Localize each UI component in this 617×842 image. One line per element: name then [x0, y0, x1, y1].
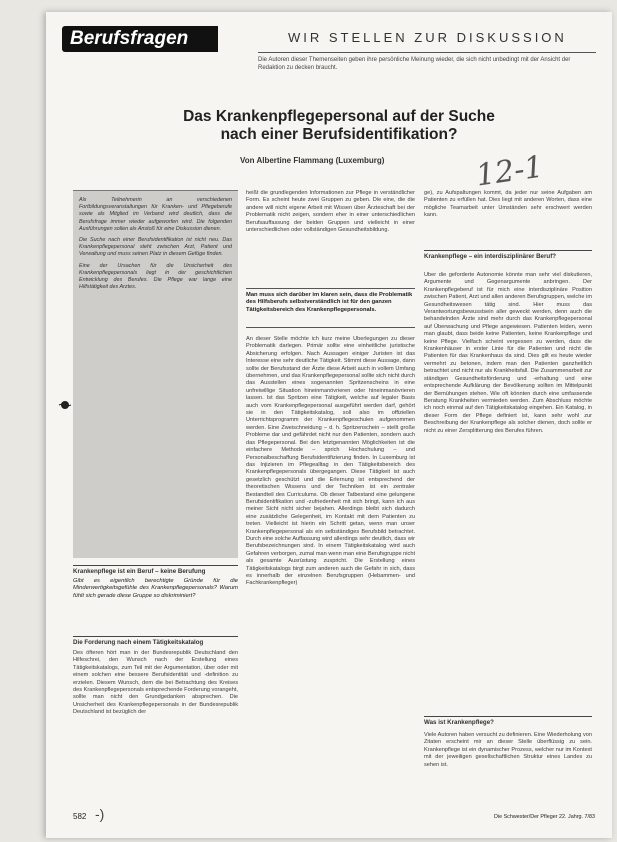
- editorial-note: Die Autoren dieser Themenseiten geben ihre persönliche Meinung wieder, die sich nicht unbedingt mit der Ansicht der Redaktion zu decken braucht.: [258, 57, 571, 71]
- middle-column-top: [246, 190, 415, 280]
- article-byline: Von Albertine Flammang (Luxemburg): [240, 156, 385, 165]
- right-bottom-paragraph: Viele Autoren haben versucht zu definieren. Eine Wiederholung von Zitaten erscheint mir an dieser Stelle überflüssig zu sein. Krankenpflege ist ein dynamischer Prozess, welcher nur im Kontext mit der jeweiligen gesellschaftlichen Struktur eines Landes zu sehen ist.: [424, 732, 592, 768]
- headline-line-1: Das Krankenpflegepersonal auf der Suche: [183, 108, 495, 125]
- hole-punch-mark-icon: [58, 398, 72, 412]
- right-column-bottom: [424, 732, 592, 804]
- subheading-taetigkeitskatalog: Die Forderung nach einem Tätigkeitskatalog: [73, 636, 238, 646]
- article-headline: [130, 108, 548, 144]
- intro-paragraph-1: Als Teilnehmerin an verschiedenen Fortbildungsveranstaltungen für Kranken- und Pflegeberufe sowie als Mitglied im Verband wird deutlich, dass die Berufsfrage immer wieder aufgeworfen wird. Die folgenden Ausführungen sollen als Anstoß für eine Diskussion dienen.: [79, 197, 232, 232]
- middle-top-paragraph: heißt die grundlegenden Informationen zur Pflege in verständlicher Form. Es scheint heute zwei Gruppen zu geben. Die eine, die die andere will nicht eigene Arbeit mit Wissen über Ärzteschaft bei der Problematik nicht zeigen, sondern eher in einer unterschiedlichen Berufsauffassung der beiden Gruppen und vielleicht in einer unterschiedlichen oder vollständigen Gesundheitsbildung.: [246, 190, 415, 234]
- right-column-text: [424, 272, 592, 682]
- section-banner: Berufsfragen: [62, 26, 218, 52]
- header-rule: [258, 52, 596, 53]
- pull-quote: Gibt es eigentlich berechtigte Gründe für die Minderwertigkeitsgefühle des Krankenpflegepersonals? Warum fühlt sich gerade diese Gruppe so diskriminiert?: [73, 578, 238, 599]
- intro-paragraph-3: Eine der Ursachen für die Unsicherheit des Krankenpflegepersonals liegt in der geschichtlichen Entwicklung des Berufes. Die Pflege war lange eine Hilfstätigkeit des Arztes.: [79, 262, 232, 291]
- journal-reference: Die Schwester/Der Pfleger 22. Jahrg. 7/83: [494, 814, 595, 820]
- headline-line-2: nach einer Berufsidentifikation?: [220, 126, 458, 143]
- highlight-box: Man muss sich darüber im klaren sein, dass die Problematik des Hilfsberufs selbstverständlich ist für den ganzen Tätigkeitsbereich des Krankenpflegepersonals.: [246, 288, 415, 328]
- intro-box: [73, 190, 238, 558]
- right-top-paragraph: ge), zu Aufspaltungen kommt, da jeder nur seine Aufgaben am Patienten zu erfüllen hat. Dies liegt mit anderen Worten, dass eine mögliche Teamarbeit unter Umständen sehr erschwert werden kann.: [424, 190, 592, 219]
- subheading-beruf: Krankenpflege ist ein Beruf – keine Berufung: [73, 565, 238, 575]
- subheading-was-ist-krankenpflege: Was ist Krankenpflege?: [424, 716, 592, 726]
- header-title: WIR STELLEN ZUR DISKUSSION: [288, 30, 567, 45]
- intro-paragraph-2: Die Suche nach einer Berufsidentifikation ist nicht neu. Das Krankenpflegepersonal steht zwischen Arzt, Patient und Verwaltung und muss seinen Platz in diesem Gefüge finden.: [79, 237, 232, 258]
- right-body-paragraph: Über die geforderte Autonomie könnte man sehr viel diskutieren, Argumente und Gegenargumente anbringen. Der Krankenpflegeberuf ist für mich eine interdisziplinäre Position zwischen Patient, Arzt und allen anderen Berufsgruppen, welche im Gesundheitswesen tätig sind. Hier muss das Verantwortungsbewusstsein aller geweckt werden, denn auch die behandelnden Ärzte sind mehr durch das Krankenpflegepersonal auf Überwachung und Pflege angewiesen. Patienten leiden, wenn man glaubt, dass beide keine Patienten, keine Krankenpflege und keine Pflege. Vielfach scheint vergessen zu werden, dass die Krankenhäuser in erster Linie für die Patienten und nicht die Patienten für das Krankenhaus da sind. Dies gilt es heute wieder vermehrt zu betonen, indem man den Patienten ganzheitlich betrachtet und nicht nur als Krankheitsfall. Die Zusammenarbeit zur ständigen Gesundheitsförderung und -erhaltung und eine entsprechende Aufklärung der Bevölkerung sollten im Mittelpunkt der Bemühungen stehen. Wie oft könnten durch eine umfassende Beratung Krankheiten vermieden werden. Zum Abschluss möchte ich noch einmal auf den Tätigkeitskatalog eingehen. Ein Katalog, in dieser Form der Pflege definiert ist, kann sehr wohl zur Beschreibung der Krankenpflege als solcher dienen, doch sollte er nicht zu einer Zersplitterung des Berufes führen.: [424, 272, 592, 434]
- subheading-interdisziplinaer: Krankenpflege – ein interdisziplinärer Beruf?: [424, 250, 592, 260]
- left-body-paragraph: Des öfteren hört man in der Bundesrepublik Deutschland den Hilfeschrei, den Wunsch nach der Erstellung eines Tätigkeitskatalogs, zum Teil mit der Argumentation, über oder mit einem solchen eine bessere Berufsidentität und -definition zu erzielen. Diesem Wunsch, dem die bei Betrachtung des Kreises des Krankenpflegepersonals entsprechende Forderung vorangeht, sollte man nicht den Grundgedanken absprechen. Die Unsicherheit des Krankenpflegepersonals in der Bundesrepublik Deutschland ist bezüglich der: [73, 650, 238, 716]
- middle-column-text: [246, 336, 415, 806]
- handwritten-mark: -): [95, 806, 105, 822]
- middle-body-paragraph: An dieser Stelle möchte ich kurz meine Überlegungen zu dieser Problematik darlegen. Primär sollte eine einheitliche juristische Absicherung erfolgen. Nach Aussagen einiger Juristen ist das Interesse eine sehr deutliche Tätigkeit. Stimmt diese Aussage, dann sollte der Berufsstand der Ärzte diese Arbeit auch in vollem Umfang übernehmen, und das Krankenpflegepersonal sollte sich nicht durch das Ausstellen eines sogenannten Spritzenscheins in eine unfreiwillige Situation hineinmanövrieren oder hineinmanövrieren lassen. Ist das Spritzen eine Tätigkeit, welche auf legaler Basis auch vom Krankenpflegepersonal ausgeführt werden darf, gehört sie in den Tätigkeitskatalog, soll also im offiziellen Unterrichtsprogramm der Krankenpflegeschulen aufgenommen werden. Eine Zweischneidung – d. h. Spritzenschein – stellt große Probleme dar und gefährdet nicht nur den Patienten, sondern auch das Pflegepersonal. Bei den letztgenannten Möglichkeiten ist die einfachere Methode – sprich Hochschulung – und Personalbeschaffung Berufsidentifizierung finden. In Luxemburg ist das Injizieren im Pflegealltag in den Tätigkeitsbereich des Krankenpflegepersonals übergegangen. Diese Tätigkeit ist auch gesetzlich geschützt und die Erlernung ist entsprechend der theoretischen Wissens und der Techniken ist ein zentraler Bestandteil des Curriculums. Ob dieser Tatbestand eine gelungene Berufsidentifikation und -zufriedenheit mit sich bringt, kann ich aus meiner Sicht nicht sicher bejahen. Allerdings bleibt sich dadurch eine zusätzliche Gelegenheit, im Kontakt mit dem Patienten zu treten. Vielleicht ist hierin ein Schritt getan, wenn man unser Krankenpflegepersonal als ein selbständiges Berufsbild betrachtet. Durch eine solche Auffassung wird allerdings sehr deutlich, dass wir Berufsbezeichnungen sind. In einem Tätigkeitskatalog wird auch Gefahren verborgen, zumal man wenn man eine Berufsgruppe nicht als gesamte Ausrüstung zuspricht. Die Erstellung eines Tätigkeitskatalogs birgt zum anderen auch die Gefahr in sich, dass es innerhalb der einzelnen Berufsgruppen (Hebammen- und Fachkrankenpfleger): [246, 336, 415, 587]
- handwritten-signature: 12-1: [473, 149, 546, 194]
- page-number: 582: [73, 812, 87, 821]
- left-column-text: [73, 650, 238, 800]
- right-column-top: [424, 190, 592, 234]
